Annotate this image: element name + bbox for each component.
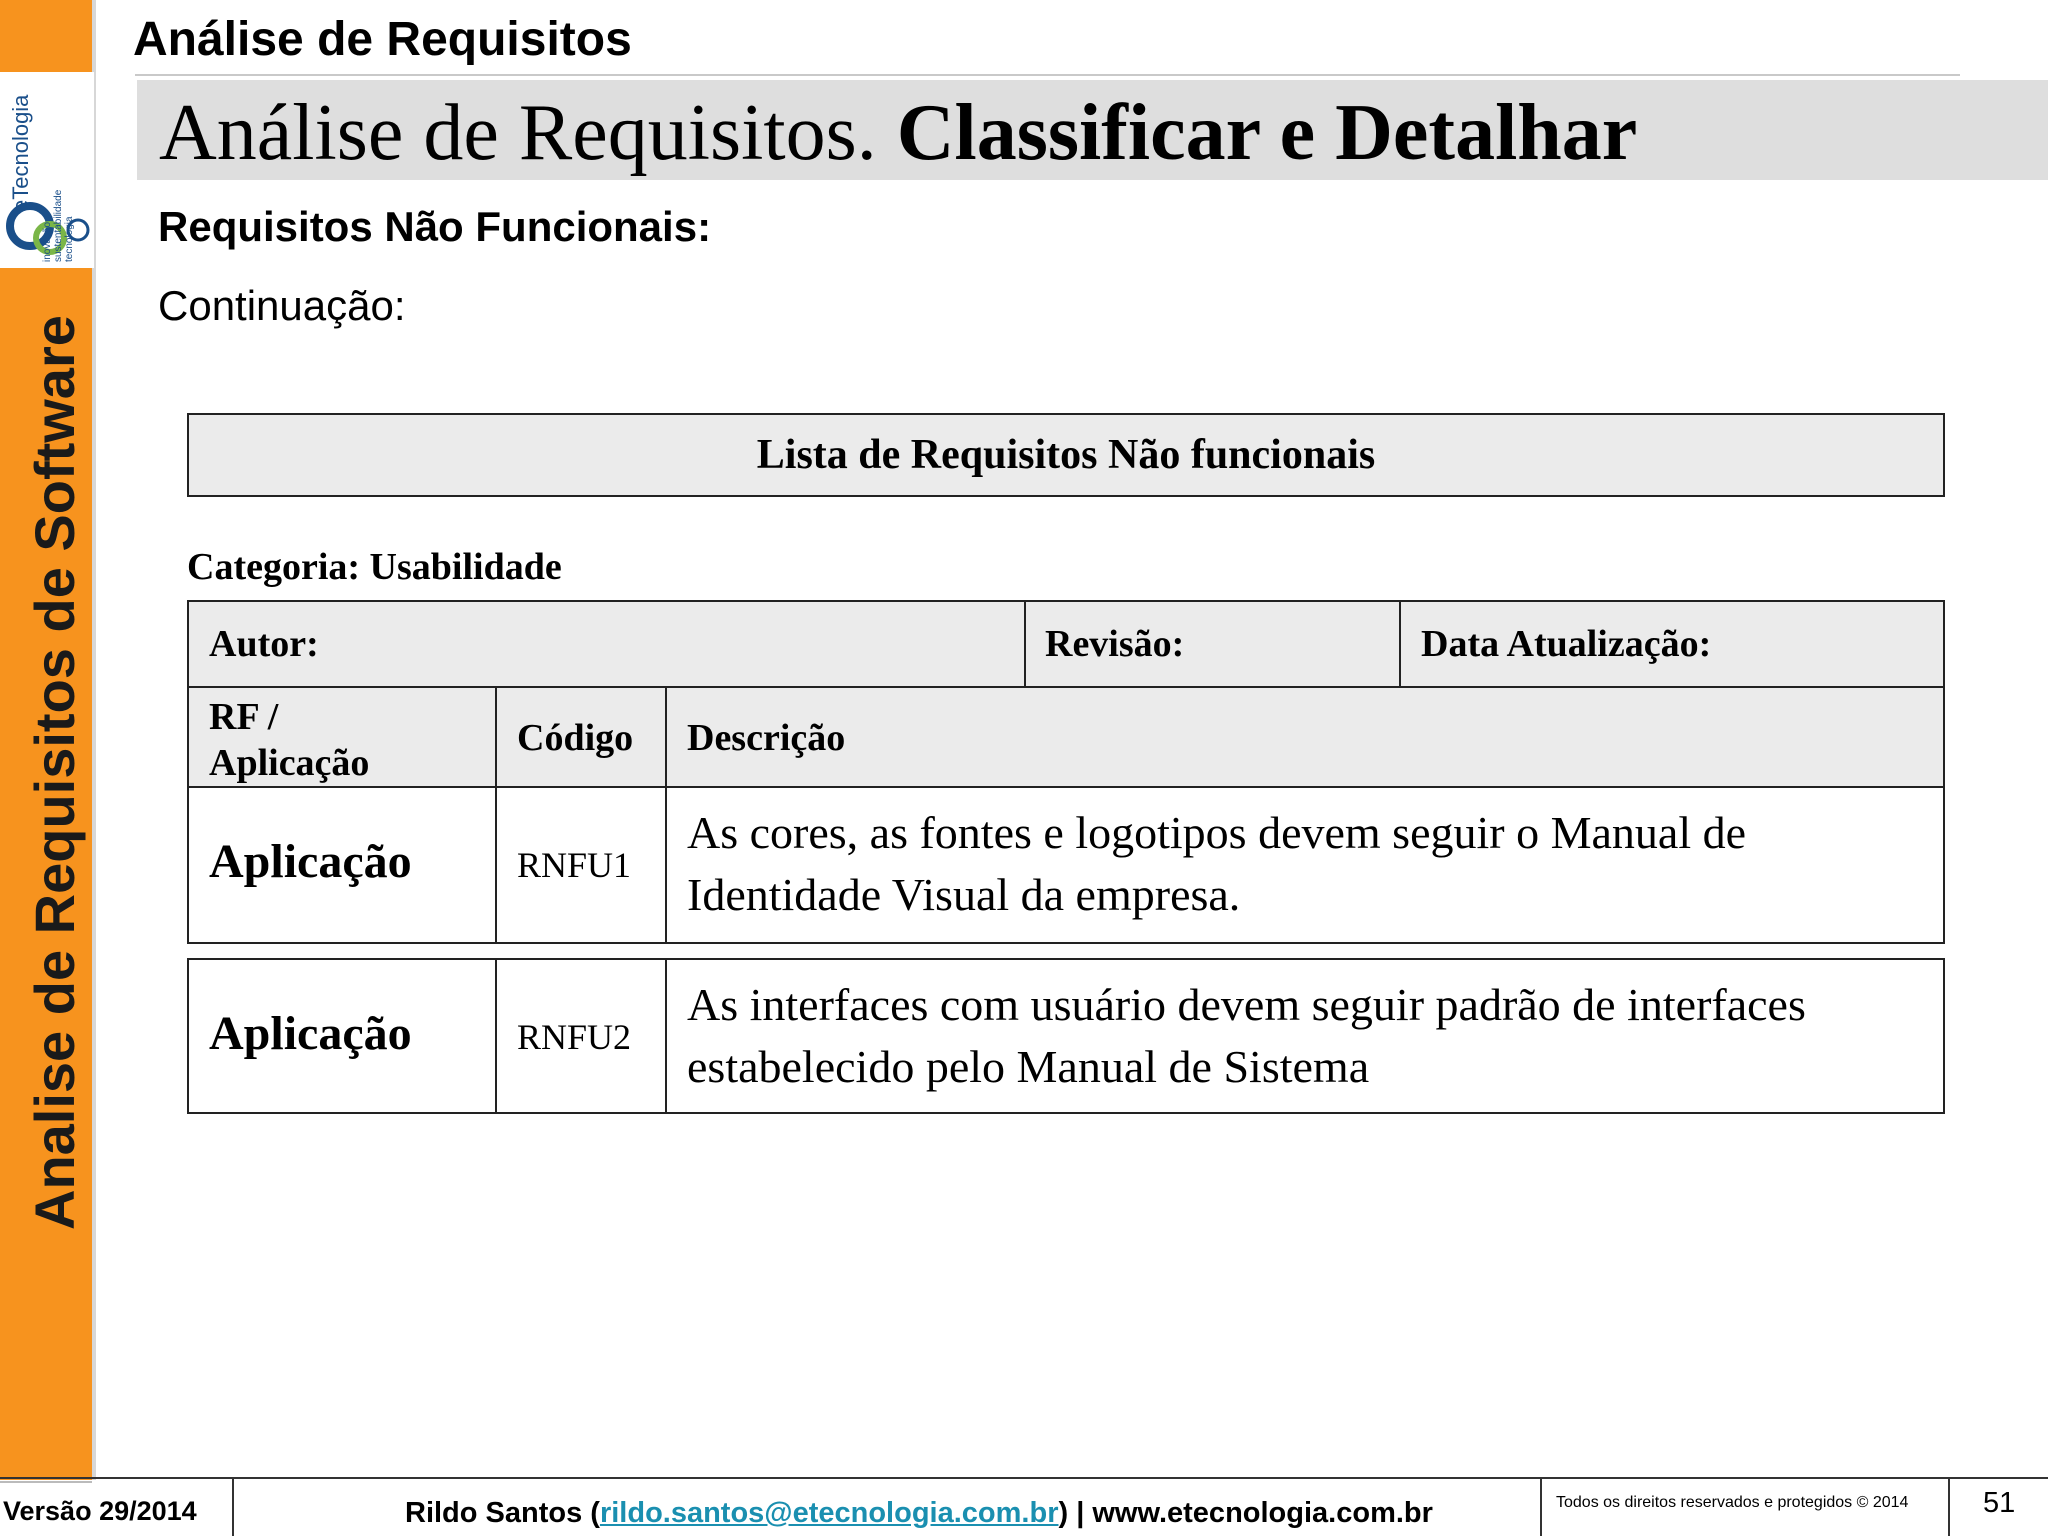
row-code: RNFU1 — [517, 845, 632, 885]
table-divider — [495, 960, 497, 1112]
column-header-code: Código — [517, 717, 634, 759]
page-number: 51 — [1983, 1487, 2016, 1519]
row-type: Aplicação — [209, 1007, 412, 1060]
footer-copyright: Todos os direitos reservados e protegidos © 2014 — [1556, 1494, 1909, 1511]
column-header-rf — [209, 694, 369, 786]
table-divider — [495, 686, 497, 786]
footer-divider — [0, 1477, 2048, 1479]
section-subheading: Continuação: — [158, 282, 406, 329]
table-divider — [665, 960, 667, 1112]
logo-tagline: inovação sustentabilidade tecnologia — [42, 189, 75, 262]
column-header-description: Descrição — [687, 717, 846, 759]
logo-name: eTecnologia — [8, 94, 33, 212]
table-divider — [1024, 602, 1026, 686]
category-label: Categoria: Usabilidade — [187, 546, 562, 588]
row-description: As interfaces com usuário devem seguir padrão de interfaces estabelecido pelo Manual de Sistema — [687, 979, 1806, 1092]
title-banner — [137, 80, 2048, 180]
footer-divider — [0, 1481, 92, 1483]
footer-email-link[interactable]: rildo.santos@etecnologia.com.br — [599, 1497, 1059, 1529]
table-divider — [1399, 602, 1401, 686]
row-type: Aplicação — [209, 835, 412, 888]
footer-author-suffix: ) | www.etecnologia.com.br — [1058, 1497, 1433, 1529]
footer-separator — [232, 1479, 234, 1536]
column-header-rf-line1: RF / — [209, 696, 279, 738]
heading-divider — [135, 74, 1960, 76]
table-divider — [495, 788, 497, 942]
footer-version: Versão 29/2014 — [3, 1496, 197, 1526]
table-row — [187, 958, 1945, 1114]
slide-title — [159, 88, 1637, 179]
row-description: As cores, as fontes e logotipos devem seguir o Manual de Identidade Visual da empresa. — [687, 807, 1747, 920]
table-divider — [665, 686, 667, 786]
footer-author — [405, 1497, 1433, 1530]
company-logo — [0, 72, 94, 268]
requirements-table-header — [187, 600, 1945, 788]
date-updated-label: Data Atualização: — [1421, 623, 1712, 665]
slide-title-bold: Classificar e Detalhar — [896, 89, 1638, 177]
footer-author-prefix: Rildo Santos ( — [405, 1497, 600, 1529]
requirements-list-title: Lista de Requisitos Não funcionais — [187, 413, 1945, 497]
section-heading: Requisitos Não Funcionais: — [158, 203, 712, 250]
table-row — [187, 786, 1945, 944]
column-header-rf-line2: Aplicação — [209, 742, 370, 784]
page-heading: Análise de Requisitos — [133, 13, 632, 66]
sidebar-course-title: Analise de Requisitos de Software — [23, 315, 86, 1230]
author-label: Autor: — [209, 623, 319, 665]
footer-separator — [1948, 1479, 1950, 1536]
table-divider — [665, 788, 667, 942]
row-code: RNFU2 — [517, 1017, 632, 1057]
revision-label: Revisão: — [1045, 623, 1185, 665]
table-divider — [189, 686, 1943, 688]
slide-title-normal: Análise de Requisitos. — [159, 89, 877, 177]
footer-separator — [1540, 1479, 1542, 1536]
